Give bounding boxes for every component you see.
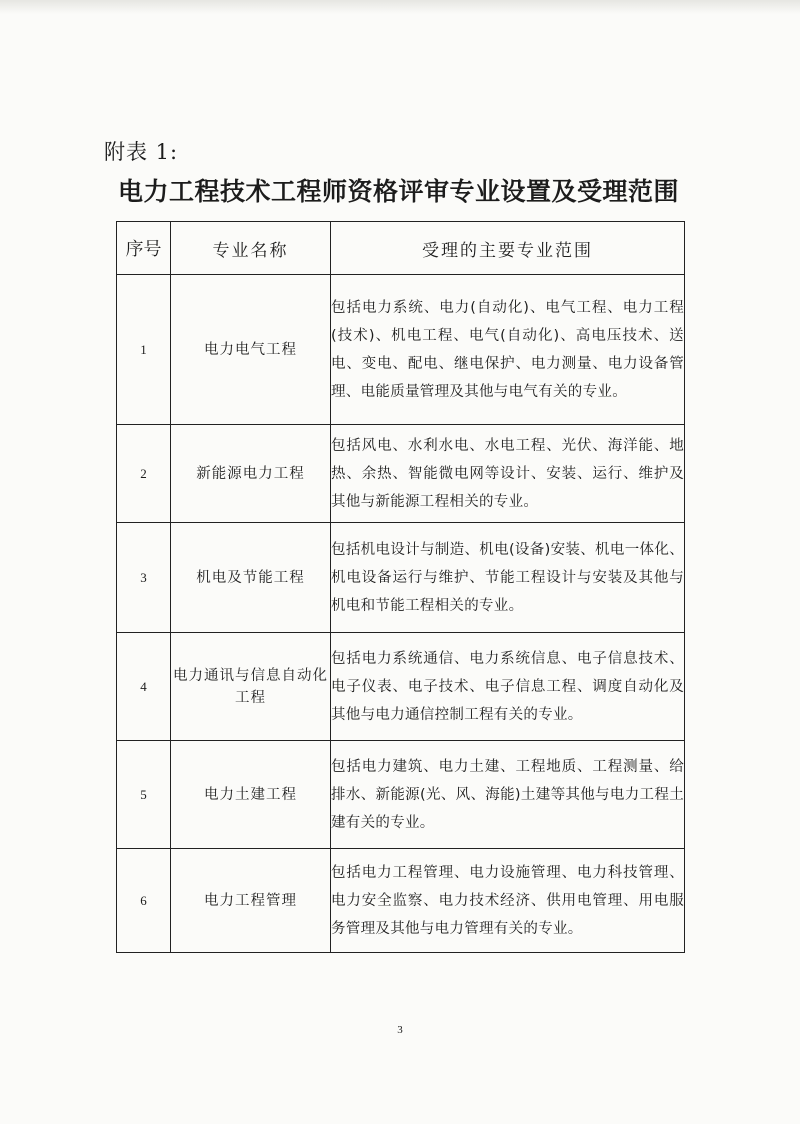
table-row: [117, 741, 685, 849]
specialty-scope-table: [116, 221, 685, 953]
table-row: [117, 275, 685, 425]
row-scope: 包括电力系统、电力(自动化)、电气工程、电力工程(技术)、机电工程、电气(自动化)、高电压技术、送电、变电、配电、继电保护、电力测量、电力设备管理、电能质量管理及其他与电气有关的专业。: [331, 275, 685, 425]
row-no: 2: [117, 425, 171, 523]
page-number: 3: [397, 1024, 403, 1036]
scan-edge: [0, 0, 800, 14]
attachment-label: 附表 1:: [104, 140, 179, 164]
row-no: 1: [117, 275, 171, 425]
table-header-row: [117, 222, 685, 275]
header-no: 序号: [117, 222, 171, 275]
row-scope: 包括风电、水利水电、水电工程、光伏、海洋能、地热、余热、智能微电网等设计、安装、运行、维护及其他与新能源工程相关的专业。: [331, 425, 685, 523]
row-scope: 包括电力工程管理、电力设施管理、电力科技管理、电力安全监察、电力技术经济、供用电管理、用电服务管理及其他与电力管理有关的专业。: [331, 849, 685, 953]
row-scope: 包括电力建筑、电力土建、工程地质、工程测量、给排水、新能源(光、风、海能)土建等其他与电力工程土建有关的专业。: [331, 741, 685, 849]
row-scope: 包括机电设计与制造、机电(设备)安装、机电一体化、机电设备运行与维护、节能工程设计与安装及其他与机电和节能工程相关的专业。: [331, 523, 685, 633]
document-title: 电力工程技术工程师资格评审专业设置及受理范围: [118, 177, 680, 206]
header-name: 专业名称: [171, 222, 331, 275]
row-no: 6: [117, 849, 171, 953]
row-no: 3: [117, 523, 171, 633]
row-name: 电力电气工程: [171, 275, 331, 425]
row-name: 电力土建工程: [171, 741, 331, 849]
row-name: 新能源电力工程: [171, 425, 331, 523]
row-scope: 包括电力系统通信、电力系统信息、电子信息技术、电子仪表、电子技术、电子信息工程、调度自动化及其他与电力通信控制工程有关的专业。: [331, 633, 685, 741]
table-row: [117, 633, 685, 741]
row-name: 机电及节能工程: [171, 523, 331, 633]
table-row: [117, 849, 685, 953]
row-name: 电力工程管理: [171, 849, 331, 953]
table-row: [117, 523, 685, 633]
row-no: 4: [117, 633, 171, 741]
row-name: 电力通讯与信息自动化工程: [171, 633, 331, 741]
header-scope: 受理的主要专业范围: [331, 222, 685, 275]
row-no: 5: [117, 741, 171, 849]
table-row: [117, 425, 685, 523]
